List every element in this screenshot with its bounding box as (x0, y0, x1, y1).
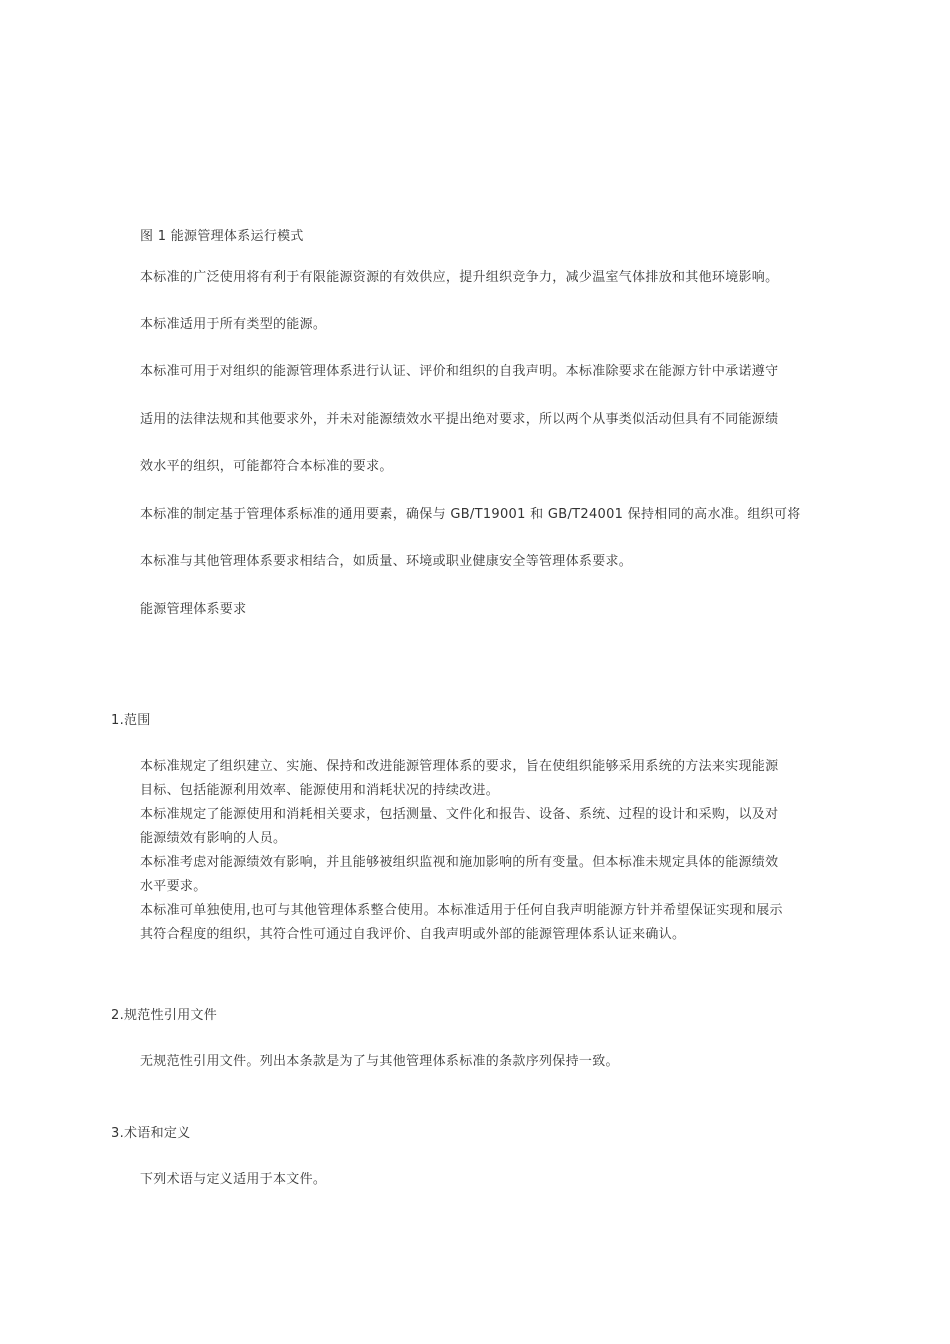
figure-caption: 图 1 能源管理体系运行模式 (140, 229, 304, 244)
section-1-heading: 1.范围 (111, 713, 151, 728)
intro-paragraph-4-line-2: 本标准与其他管理体系要求相结合，如质量、环境或职业健康安全等管理体系要求。 (140, 554, 633, 569)
section-1-body (140, 755, 820, 947)
intro-paragraph-4-line-1: 本标准的制定基于管理体系标准的通用要素，确保与 GB/T19001 和 GB/T24001 保持相同的高水准。组织可将 (140, 507, 801, 522)
section-1-line-1: 本标准规定了组织建立、实施、保持和改进能源管理体系的要求，旨在使组织能够采用系统的方法来实现能源 (140, 759, 779, 774)
section-3-heading: 3.术语和定义 (111, 1126, 191, 1141)
section-1-line-7: 本标准可单独使用,也可与其他管理体系整合使用。本标准适用于任何自我声明能源方针并希望保证实现和展示 (140, 903, 783, 918)
intro-paragraph-1: 本标准的广泛使用将有利于有限能源资源的有效供应，提升组织竞争力，减少温室气体排放和其他环境影响。 (140, 270, 779, 285)
section-1-line-8: 其符合程度的组织，其符合性可通过自我评价、自我声明或外部的能源管理体系认证来确认。 (140, 927, 686, 942)
section-1-line-2: 目标、包括能源利用效率、能源使用和消耗状况的持续改进。 (140, 783, 500, 798)
intro-paragraph-3-line-2: 适用的法律法规和其他要求外，并未对能源绩效水平提出绝对要求，所以两个从事类似活动但具有不同能源绩 (140, 412, 779, 427)
intro-paragraph-3-line-1: 本标准可用于对组织的能源管理体系进行认证、评价和组织的自我声明。本标准除要求在能源方针中承诺遵守 (140, 364, 779, 379)
intro-paragraph-2: 本标准适用于所有类型的能源。 (140, 317, 327, 332)
section-1-line-5: 本标准考虑对能源绩效有影响，并且能够被组织监视和施加影响的所有变量。但本标准未规定具体的能源绩效 (140, 855, 779, 870)
section-1-line-4: 能源绩效有影响的人员。 (140, 831, 287, 846)
section-3-line-1: 下列术语与定义适用于本文件。 (140, 1172, 327, 1187)
section-1-line-3: 本标准规定了能源使用和消耗相关要求，包括测量、文件化和报告、设备、系统、过程的设计和采购，以及对 (140, 807, 779, 822)
section-2-line-1: 无规范性引用文件。列出本条款是为了与其他管理体系标准的条款序列保持一致。 (140, 1054, 619, 1069)
intro-paragraph-3-line-3: 效水平的组织，可能都符合本标准的要求。 (140, 459, 393, 474)
section-2-heading: 2.规范性引用文件 (111, 1008, 218, 1023)
section-1-line-6: 水平要求。 (140, 879, 207, 894)
section-title: 能源管理体系要求 (140, 602, 247, 617)
